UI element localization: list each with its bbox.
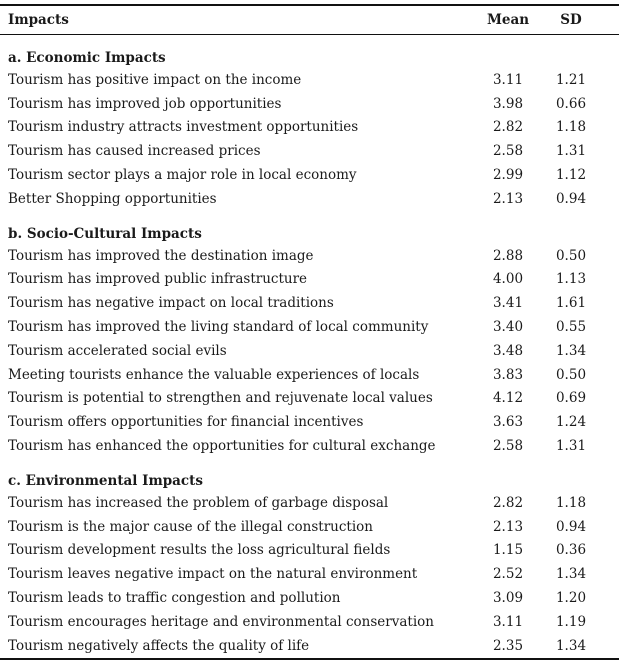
table-row — [0, 363, 619, 387]
sd-value: 0.36 — [555, 542, 587, 559]
table-row — [0, 515, 619, 539]
sd-value: 1.31 — [555, 143, 587, 160]
impact-label: Tourism has increased the problem of garbage disposal — [8, 494, 389, 511]
section-header-row — [0, 35, 619, 69]
sd-value: 1.34 — [555, 566, 587, 583]
impact-label: Tourism has positive impact on the income — [8, 71, 302, 88]
sd-value: 1.61 — [555, 295, 587, 312]
table-row — [0, 268, 619, 292]
sd-value: 1.24 — [555, 414, 587, 431]
impact-label: Tourism accelerated social evils — [8, 342, 227, 359]
impact-label: Tourism has improved the destination image — [8, 247, 314, 264]
mean-value: 2.58 — [492, 143, 524, 160]
mean-value: 3.11 — [492, 613, 524, 630]
table-row — [0, 68, 619, 92]
table-row — [0, 610, 619, 634]
table-row — [0, 634, 619, 659]
sd-value: 1.31 — [555, 438, 587, 455]
impact-label: Tourism encourages heritage and environmental conservation — [8, 613, 434, 630]
sd-value: 0.55 — [555, 319, 587, 336]
impact-label: Tourism has negative impact on local traditions — [8, 295, 334, 312]
table-row — [0, 586, 619, 610]
section-title: a. Economic Impacts — [8, 50, 166, 66]
sd-value: 1.13 — [555, 271, 587, 288]
impacts-table-container — [0, 4, 619, 660]
table-row — [0, 315, 619, 339]
sd-value: 1.20 — [555, 590, 587, 607]
mean-value: 2.88 — [492, 247, 524, 264]
table-row — [0, 139, 619, 163]
table-row — [0, 339, 619, 363]
table-row — [0, 410, 619, 434]
mean-value: 4.00 — [492, 271, 524, 288]
mean-value: 3.63 — [492, 414, 524, 431]
mean-value: 3.48 — [492, 342, 524, 359]
column-header-sd: SD — [538, 5, 619, 35]
mean-value: 2.13 — [492, 518, 524, 535]
sd-value: 0.94 — [555, 518, 587, 535]
impact-label: Tourism sector plays a major role in local economy — [8, 167, 357, 184]
mean-value: 2.99 — [492, 167, 524, 184]
mean-value: 3.40 — [492, 319, 524, 336]
impact-label: Tourism has enhanced the opportunities for cultural exchange — [8, 438, 436, 455]
impact-label: Tourism industry attracts investment opportunities — [8, 119, 359, 136]
table-row — [0, 434, 619, 458]
mean-value: 3.11 — [492, 71, 524, 88]
mean-value: 2.35 — [492, 637, 524, 654]
impact-label: Meeting tourists enhance the valuable experiences of locals — [8, 366, 420, 383]
table-header — [0, 5, 619, 35]
sd-value: 1.12 — [555, 167, 587, 184]
mean-value: 2.52 — [492, 566, 524, 583]
sd-value: 1.18 — [555, 119, 587, 136]
mean-value: 2.82 — [492, 119, 524, 136]
mean-value: 3.09 — [492, 590, 524, 607]
mean-value: 1.15 — [492, 542, 524, 559]
sd-value: 1.34 — [555, 342, 587, 359]
sd-value: 0.94 — [555, 190, 587, 207]
table-body — [0, 35, 619, 659]
sd-value: 1.21 — [555, 71, 587, 88]
impact-label: Tourism is the major cause of the illegal construction — [8, 518, 373, 535]
table-row — [0, 92, 619, 116]
header-row — [0, 5, 619, 35]
mean-value: 3.83 — [492, 366, 524, 383]
table-row — [0, 562, 619, 586]
sd-value: 1.18 — [555, 494, 587, 511]
table-row — [0, 163, 619, 187]
impact-label: Tourism has caused increased prices — [8, 143, 261, 160]
table-row — [0, 244, 619, 268]
impact-label: Tourism offers opportunities for financial incentives — [8, 414, 364, 431]
mean-value: 4.12 — [492, 390, 524, 407]
impact-label: Tourism is potential to strengthen and rejuvenate local values — [8, 390, 433, 407]
mean-value: 3.98 — [492, 95, 524, 112]
impact-label: Tourism negatively affects the quality of life — [8, 637, 310, 654]
column-header-mean: Mean — [465, 5, 538, 35]
impact-label: Tourism leads to traffic congestion and pollution — [8, 590, 341, 607]
impact-label: Tourism has improved public infrastructure — [8, 271, 308, 288]
mean-value: 3.41 — [492, 295, 524, 312]
sd-value: 1.34 — [555, 637, 587, 654]
table-row — [0, 491, 619, 515]
impact-label: Tourism has improved job opportunities — [8, 95, 282, 112]
table-row — [0, 539, 619, 563]
sd-value: 0.50 — [555, 366, 587, 383]
impact-label: Tourism has improved the living standard of local community — [8, 319, 429, 336]
mean-value: 2.13 — [492, 190, 524, 207]
section-title: b. Socio-Cultural Impacts — [8, 225, 202, 242]
impact-label: Tourism leaves negative impact on the natural environment — [8, 566, 418, 583]
mean-value: 2.58 — [492, 438, 524, 455]
sd-value: 0.66 — [555, 95, 587, 112]
table-row — [0, 387, 619, 411]
section-header-row — [0, 458, 619, 491]
table-row — [0, 187, 619, 211]
sd-value: 1.19 — [555, 613, 587, 630]
impact-label: Tourism development results the loss agricultural fields — [8, 542, 391, 559]
impact-label: Better Shopping opportunities — [8, 190, 217, 207]
impacts-table — [0, 4, 619, 660]
sd-value: 0.50 — [555, 247, 587, 264]
mean-value: 2.82 — [492, 494, 524, 511]
section-title: c. Environmental Impacts — [8, 472, 203, 489]
table-row — [0, 116, 619, 140]
section-header-row — [0, 211, 619, 244]
table-row — [0, 291, 619, 315]
sd-value: 0.69 — [555, 390, 587, 407]
column-header-impacts: Impacts — [0, 5, 465, 35]
